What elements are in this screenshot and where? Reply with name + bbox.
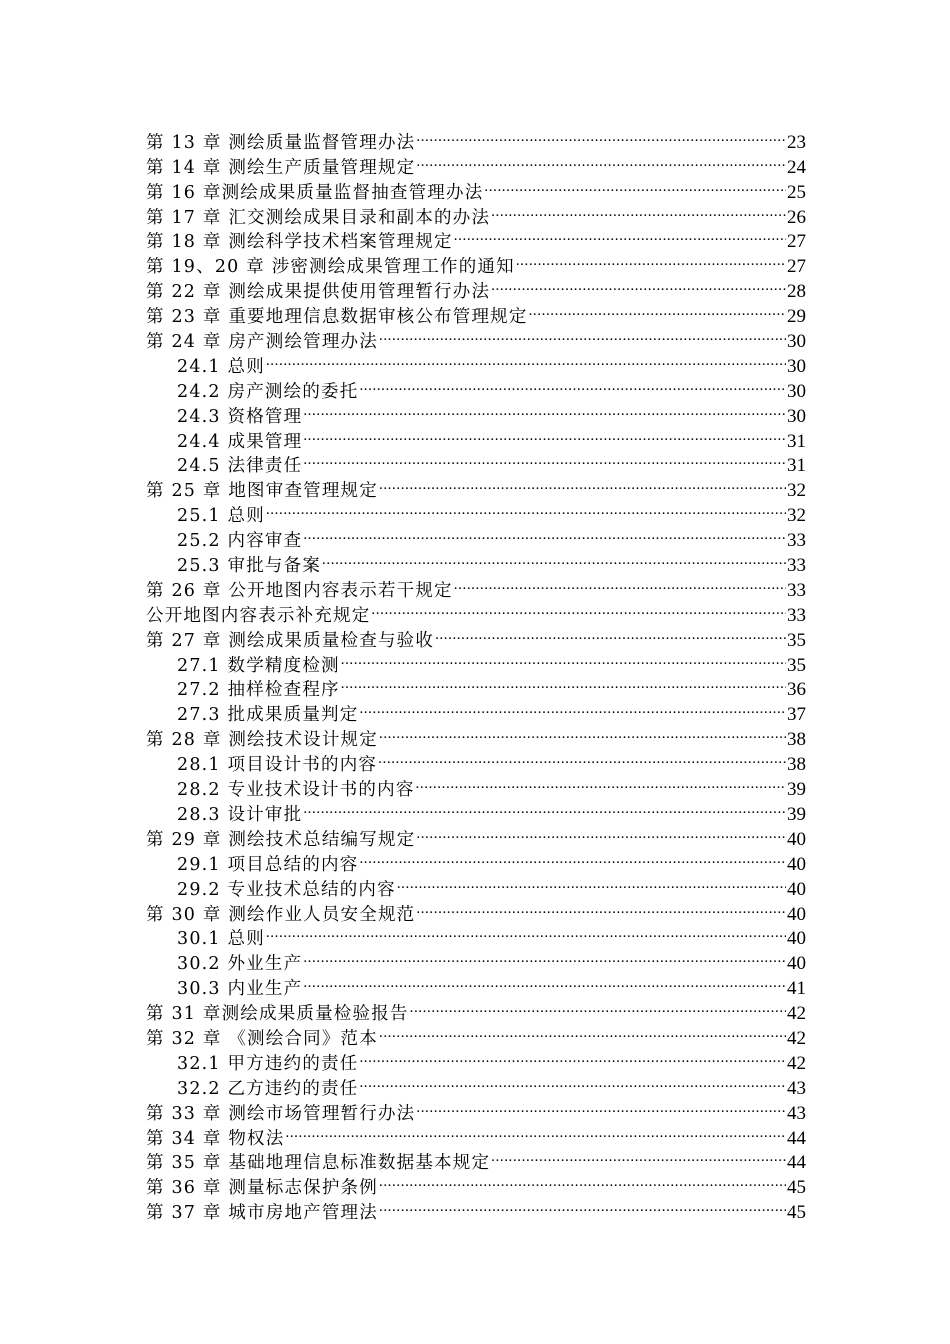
toc-entry-title: 30.3 内业生产: [177, 979, 303, 1000]
toc-entry-title: 24.1 总则: [177, 356, 265, 377]
toc-entry-title: 30.2 外业生产: [177, 954, 303, 975]
toc-entry-page-number: 35: [787, 654, 806, 676]
toc-entry-page-number: 37: [787, 704, 806, 726]
toc-entry-title: 24.5 法律责任: [177, 456, 303, 477]
toc-entry-title: 第 29 章 测绘技术总结编写规定: [146, 829, 416, 850]
dot-leader: [303, 447, 786, 472]
toc-entry-page-number: 33: [787, 579, 806, 601]
dot-leader: [378, 745, 786, 770]
toc-entry-title: 第 25 章 地图审查管理规定: [146, 481, 378, 502]
toc-entry-title: 第 31 章测绘成果质量检验报告: [146, 1004, 409, 1025]
toc-entry-title: 25.3 审批与备案: [177, 556, 322, 577]
dot-leader: [416, 123, 786, 148]
toc-entry-title: 27.2 抽样检查程序: [177, 680, 340, 701]
toc-entry-page-number: 30: [787, 331, 806, 353]
dot-leader: [359, 1044, 786, 1069]
toc-entry-title: 29.2 专业技术总结的内容: [177, 879, 396, 900]
dot-leader: [416, 1094, 786, 1119]
toc-entry-title: 第 34 章 物权法: [146, 1128, 285, 1149]
dot-leader: [285, 1119, 786, 1144]
toc-entry-page-number: 41: [787, 978, 806, 1000]
toc-entry-title: 28.1 项目设计书的内容: [177, 755, 378, 776]
dot-leader: [303, 969, 786, 994]
dot-leader: [410, 994, 786, 1019]
toc-entry-title: 32.2 乙方违约的责任: [177, 1078, 359, 1099]
dot-leader: [379, 1019, 786, 1044]
toc-entry-page-number: 38: [787, 754, 806, 776]
toc-entry-title: 第 23 章 重要地理信息数据审核公布管理规定: [146, 307, 528, 328]
dot-leader: [371, 596, 786, 621]
dot-leader: [491, 198, 786, 223]
toc-entry-title: 29.1 项目总结的内容: [177, 854, 359, 875]
toc-entry-title: 第 22 章 测绘成果提供使用管理暂行办法: [146, 282, 491, 303]
toc-entry-title: 28.3 设计审批: [177, 804, 303, 825]
toc-entry-page-number: 40: [787, 928, 806, 950]
toc-entry-page-number: 44: [787, 1152, 806, 1174]
toc-entry-page-number: 26: [787, 206, 806, 228]
toc-entry-title: 第 19、20 章 涉密测绘成果管理工作的通知: [146, 257, 515, 278]
dot-leader: [454, 223, 786, 248]
toc-entry-page-number: 31: [787, 430, 806, 452]
toc-entry-title: 25.2 内容审查: [177, 531, 303, 552]
toc-entry-title: 27.1 数学精度检测: [177, 655, 340, 676]
dot-leader: [491, 272, 786, 297]
dot-leader: [359, 695, 786, 720]
toc-entry-page-number: 33: [787, 604, 806, 626]
dot-leader: [303, 944, 786, 969]
dot-leader: [379, 720, 786, 745]
dot-leader: [491, 1144, 786, 1169]
table-of-contents: [146, 123, 806, 1224]
dot-leader: [379, 1193, 786, 1218]
toc-entry-page-number: 27: [787, 231, 806, 253]
dot-leader: [416, 770, 786, 795]
dot-leader: [416, 895, 786, 920]
toc-entry-title: 第 30 章 测绘作业人员安全规范: [146, 904, 416, 925]
toc-entry-title: 32.1 甲方违约的责任: [177, 1053, 359, 1074]
dot-leader: [379, 1168, 786, 1193]
dot-leader: [266, 920, 786, 945]
toc-entry-page-number: 42: [787, 1052, 806, 1074]
toc-entry-page-number: 28: [787, 281, 806, 303]
dot-leader: [529, 297, 786, 322]
toc-entry-title: 第 17 章 汇交测绘成果目录和副本的办法: [146, 207, 491, 228]
toc-entry-title: 24.2 房产测绘的委托: [177, 381, 359, 402]
toc-entry-title: 第 13 章 测绘质量监督管理办法: [146, 132, 416, 153]
dot-leader: [416, 148, 786, 173]
toc-entry-page-number: 39: [787, 803, 806, 825]
toc-entry-title: 第 26 章 公开地图内容表示若干规定: [146, 580, 453, 601]
dot-leader: [266, 496, 786, 521]
dot-leader: [303, 521, 786, 546]
dot-leader: [516, 247, 786, 272]
toc-entry-page-number: 40: [787, 903, 806, 925]
toc-entry-page-number: 36: [787, 679, 806, 701]
dot-leader: [303, 422, 786, 447]
toc-entry-title: 第 32 章 《测绘合同》范本: [146, 1028, 378, 1049]
toc-entry-title: 第 27 章 测绘成果质量检查与验收: [146, 630, 435, 651]
dot-leader: [303, 795, 786, 820]
toc-entry-title: 28.2 专业技术设计书的内容: [177, 780, 415, 801]
dot-leader: [322, 546, 786, 571]
toc-entry-page-number: 42: [787, 1003, 806, 1025]
toc-entry-page-number: 24: [787, 156, 806, 178]
toc-entry-page-number: 42: [787, 1027, 806, 1049]
toc-entry-page-number: 32: [787, 480, 806, 502]
toc-entry-page-number: 30: [787, 355, 806, 377]
toc-entry-page-number: 40: [787, 953, 806, 975]
toc-entry-page-number: 32: [787, 505, 806, 527]
dot-leader: [341, 671, 786, 696]
toc-entry-page-number: 31: [787, 455, 806, 477]
toc-entry-page-number: 25: [787, 181, 806, 203]
dot-leader: [454, 571, 786, 596]
toc-entry-page-number: 43: [787, 1077, 806, 1099]
dot-leader: [303, 397, 786, 422]
toc-entry-page-number: 44: [787, 1127, 806, 1149]
toc-entry-page-number: 40: [787, 878, 806, 900]
toc-entry[interactable]: [146, 123, 806, 153]
toc-entry-title: 第 28 章 测绘技术设计规定: [146, 730, 378, 751]
dot-leader: [484, 173, 786, 198]
dot-leader: [379, 322, 786, 347]
toc-entry-page-number: 30: [787, 405, 806, 427]
dot-leader: [397, 870, 786, 895]
toc-entry-title: 24.3 资格管理: [177, 406, 303, 427]
dot-leader: [435, 621, 786, 646]
toc-entry-title: 27.3 批成果质量判定: [177, 705, 359, 726]
toc-entry-title: 25.1 总则: [177, 506, 265, 527]
toc-entry-page-number: 40: [787, 828, 806, 850]
toc-entry-title: 第 35 章 基础地理信息标准数据基本规定: [146, 1153, 491, 1174]
toc-entry-title: 24.4 成果管理: [177, 431, 303, 452]
toc-entry-page-number: 38: [787, 729, 806, 751]
toc-entry-title: 第 37 章 城市房地产管理法: [146, 1203, 378, 1224]
toc-entry-title: 第 36 章 测量标志保护条例: [146, 1178, 378, 1199]
toc-entry-page-number: 39: [787, 779, 806, 801]
toc-entry-page-number: 33: [787, 530, 806, 552]
toc-entry-page-number: 45: [787, 1202, 806, 1224]
dot-leader: [359, 1069, 786, 1094]
toc-entry-page-number: 43: [787, 1102, 806, 1124]
dot-leader: [359, 845, 786, 870]
toc-entry-page-number: 40: [787, 853, 806, 875]
toc-entry-title: 第 33 章 测绘市场管理暂行办法: [146, 1103, 416, 1124]
toc-entry-page-number: 45: [787, 1177, 806, 1199]
toc-entry-page-number: 27: [787, 256, 806, 278]
toc-entry-page-number: 35: [787, 629, 806, 651]
toc-entry-title: 第 24 章 房产测绘管理办法: [146, 332, 378, 353]
toc-entry-title: 第 18 章 测绘科学技术档案管理规定: [146, 232, 453, 253]
toc-entry-page-number: 23: [787, 131, 806, 153]
toc-entry-title: 公开地图内容表示补充规定: [146, 605, 371, 626]
toc-entry-title: 第 16 章测绘成果质量监督抽查管理办法: [146, 182, 484, 203]
dot-leader: [416, 820, 786, 845]
dot-leader: [379, 471, 786, 496]
dot-leader: [359, 372, 786, 397]
toc-entry-page-number: 30: [787, 380, 806, 402]
toc-entry-title: 第 14 章 测绘生产质量管理规定: [146, 157, 416, 178]
toc-entry-page-number: 29: [787, 306, 806, 328]
dot-leader: [266, 347, 786, 372]
toc-entry-page-number: 33: [787, 555, 806, 577]
toc-entry-title: 30.1 总则: [177, 929, 265, 950]
dot-leader: [341, 646, 786, 671]
